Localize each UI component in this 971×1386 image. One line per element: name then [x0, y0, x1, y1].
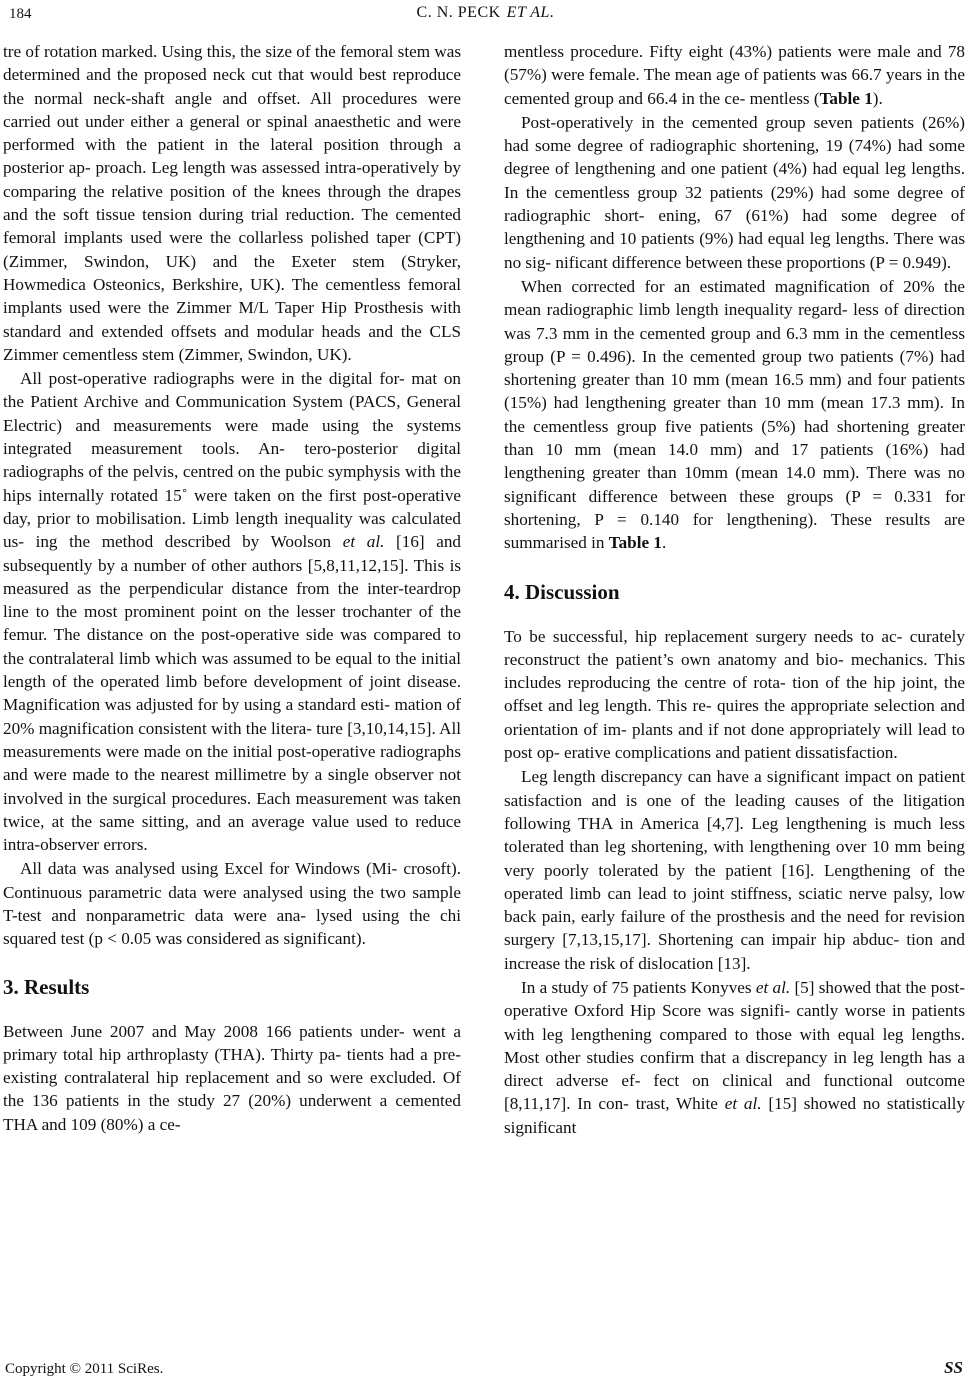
table-reference: Table 1	[608, 533, 662, 553]
running-head	[0, 4, 971, 22]
paragraph-radiographs: All post-operative radiographs were in the digital for- mat on the Patient Archive and Communication System (PACS, General Electric) and measurements were made using the systems integrated measurement tools. An- tero-posterior digital radiographs of the pelvis, centred on the pubic symphysis with the hips internally rotated 15˚ were taken on the first post-operative day, prior to mobilisation. Limb length inequality was calculated us- ing the method described by Woolson et al. [16] and subsequently by a number of other authors [5,8,11,12,15]. This is measured as the perpendicular distance from the inter-teardrop line to the most prominent point on the lesser trochanter of the femur. The distance on the post-operative side was compared to the contralateral limb which was assumed to be equal to the initial length of the operated limb before development of joint disease. Magnification was adjusted for by using a standard esti- mation of 20% magnification consistent with the litera- ture [3,10,14,15]. All measurements were made on the initial post-operative radiographs and were made to the nearest millimetre by a single observer not involved in the surgical procedures. Each measurement was taken twice, at the same sitting, and an average value used to reduce intra-observer errors.	[3, 369, 461, 855]
etal-white: et al.	[724, 1094, 762, 1114]
right-column	[504, 40, 965, 1139]
paragraph-statistics: All data was analysed using Excel for Windows (Mi- crosoft). Continuous parametric data were analysed using the two sample T-test and nonparametric data were ana- lysed using the chi squared test (p < 0.05 was considered as significant).	[3, 859, 461, 949]
paragraph-postop-proportions: Post-operatively in the cemented group seven patients (26%) had some degree of radiographic shortening, 19 (74%) had some degree of lengthening and one patient (4%) had equal leg lengths. In the cementless group 32 patients (29%) had some degree of radiographic short- ening, 67 (61%) had some degree of lengthening and 10 patients (9%) had equal leg lengths. There was no sig- nificant difference between these proportions (P = 0.949).	[504, 112, 965, 272]
running-head-author: C. N. PECK	[416, 4, 501, 21]
paragraph-discussion-intro: To be successful, hip replacement surgery needs to ac- curately reconstruct the patient’s own anatomy and bio- mechanics. This includes reproducing the centre of rota- tion of the hip joint, the offset and leg length. This re- quires the appropriate selection and orientation of im- plants and if not done appropriately will lead to post op- erative complications and patient dissatisfaction.	[504, 626, 965, 763]
page-number: 184	[9, 6, 32, 22]
paragraph-methods-cont: tre of rotation marked. Using this, the size of the femoral stem was determined and the proposed neck cut that would best reproduce the normal neck-shaft angle and offset. All procedures were carried out under either a general or spinal anaesthetic and were performed with the patient in the lateral position through a posterior ap- proach. Leg length was assessed intra-operatively by comparing the relative position of the knees through the drapes and the soft tissue tension during trial reduction. The cemented femoral implants used were the collarless polished taper (CPT) (Zimmer, Swindon, UK) and the Exeter stem (Stryker, Howmedica Osteonics, Berkshire, UK). The cementless femoral implants used were the Zimmer M/L Taper Hip Prosthesis with standard and extended offsets and modular heads and the CLS Zimmer cementless stem (Zimmer, Swindon, UK).	[3, 42, 461, 364]
table-reference: Table 1	[819, 88, 873, 108]
running-head-etal: ET AL.	[506, 4, 555, 21]
page-header	[0, 0, 971, 30]
section-heading-discussion: 4. Discussion	[504, 579, 620, 604]
etal-konyves: et al.	[755, 977, 791, 997]
journal-abbreviation: SS	[944, 1358, 963, 1377]
copyright-notice: Copyright © 2011 SciRes.	[5, 1361, 164, 1377]
paragraph-leg-length-discrepancy: Leg length discrepancy can have a significant impact on patient satisfaction and is one of the leading causes of the litigation following THA in America [4,7]. Leg lengthening is much less tolerated than leg shortening, with lengthening over 10 mm being very poorly tolerated by the patient [16]. Lengthening of the operated limb can lead to joint stiffness, sciatic nerve palsy, low back pain, early failure of the prosthesis and the need for revision surgery [7,13,15,17]. Shortening can impair hip abduc- tion and increase the risk of dislocation [13].	[504, 767, 965, 973]
etal-woolson: et al.	[342, 532, 385, 552]
section-heading-results: 3. Results	[3, 974, 90, 999]
paragraph-magnification: When corrected for an estimated magnification of 20% the mean radiographic limb length inequality regard- less of direction was 7.3 mm in the cemented group and 6.3 mm in the cementless group (P = 0.496). In the cemented group two patients (7%) had shortening greater than 10 mm (mean 16.5 mm) and four patients (15%) had lengthening greater than 10 mm (mean 17.3 mm). In the cementless group five patients (5%) had shortening greater than 10 mm (mean 14.0 mm) and 17 patients (16%) had lengthening greater than 10mm (mean 14.0 mm). There was no significant difference between these groups (P = 0.331 for shortening, P = 0.140 for lengthening). These results are summarised in Table 1.	[504, 276, 965, 553]
left-column	[3, 40, 461, 1136]
page-footer	[0, 1355, 971, 1381]
paragraph-konyves-study: In a study of 75 patients Konyves et al. [5] showed that the post-operative Oxford Hip Score was signifi- cantly worse in patients with leg lengthening compared to those with equal leg lengths. Most other studies confirm that a discrepancy in leg length has a direct adverse ef- fect on clinical and functional outcome [8,11,17]. In con- trast, White et al. [15] showed no statistically significant	[504, 977, 965, 1137]
paragraph-demographics: mentless procedure. Fifty eight (43%) patients were male and 78 (57%) were female. The mean age of patients was 66.7 years in the cemented group and 66.4 in the ce- mentless (Table 1).	[504, 42, 965, 108]
paragraph-results-intro: Between June 2007 and May 2008 166 patients under- went a primary total hip arthroplasty (THA). Thirty pa- tients had a pre-existing contralateral hip replacement and so were excluded. Of the 136 patients in the study 27 (20%) underwent a cemented THA and 109 (80%) a ce-	[3, 1021, 461, 1134]
